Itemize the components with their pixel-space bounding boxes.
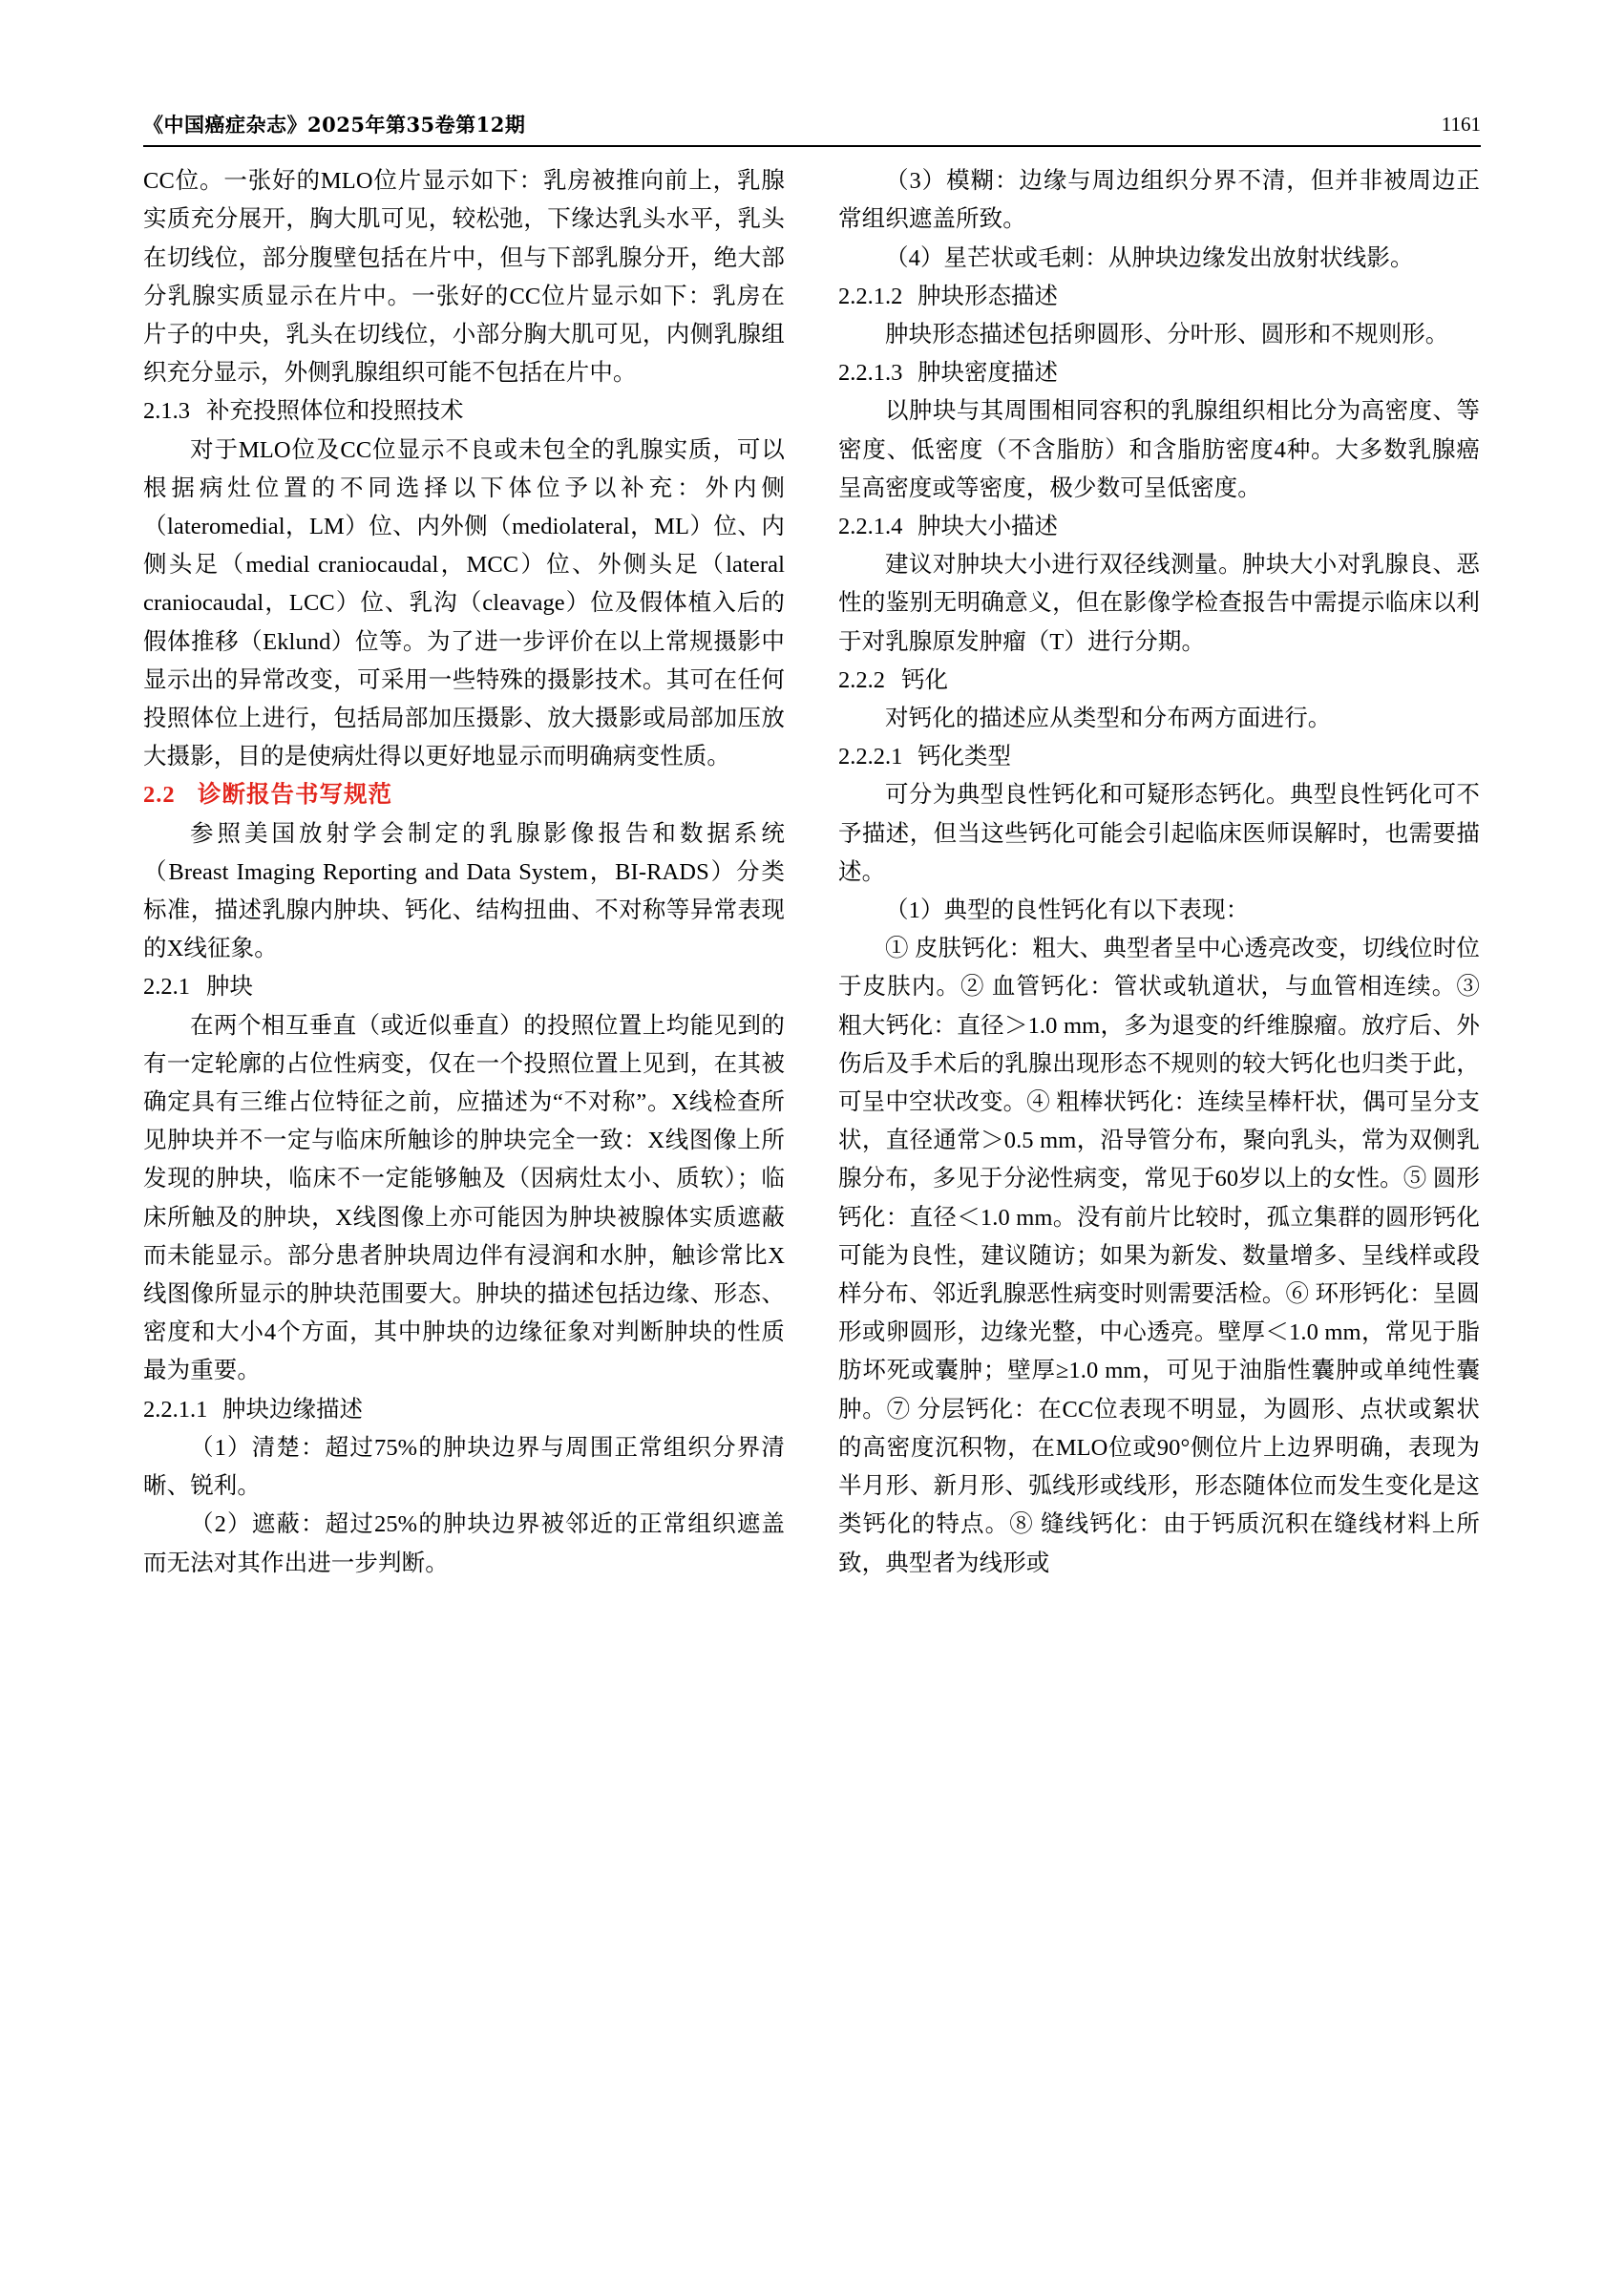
- right-column: [838, 162, 1480, 1583]
- left-column: [143, 162, 785, 1583]
- section-number: 2.2.2.1: [838, 744, 903, 770]
- section-title: 肿块大小描述: [917, 514, 1058, 540]
- section-title: 肿块密度描述: [917, 360, 1058, 387]
- section-heading: [143, 392, 785, 431]
- section-title: 诊断报告书写规范: [198, 782, 392, 809]
- section-title: 钙化: [901, 666, 948, 693]
- section-number: 2.2.1.4: [838, 514, 903, 540]
- section-number: 2.2.2: [838, 666, 885, 693]
- paragraph: （1）清楚：超过75%的肿块边界与周围正常组织分界清晰、锐利。: [143, 1434, 785, 1500]
- section-number: 2.1.3: [143, 398, 190, 425]
- section-heading: [143, 1391, 785, 1429]
- paragraph: ① 皮肤钙化：粗大、典型者呈中心透亮改变，切线位时位于皮肤内。② 血管钙化：管状或轨道状，与血管相连续。③ 粗大钙化：直径＞1.0 mm，多为退变的纤维腺瘤。放疗后、外伤后及手术后的乳腺出现形态不规则的较大钙化也归类于此，可呈中空状改变。④ 粗棒状钙化：连续呈棒杆状，偶可呈分支状，直径通常＞0.5 mm，沿导管分布，聚向乳头，常为双侧乳腺分布，多见于分泌性病变，常见于60岁以上的女性。⑤ 圆形钙化：直径＜1.0 mm。没有前片比较时，孤立集群的圆形钙化可能为良性，建议随访；如果为新发、数量增多、呈线样或段样分布、邻近乳腺恶性病变时则需要活检。⑥ 环形钙化：呈圆形或卵圆形，边缘光整，中心透亮。壁厚＜1.0 mm，常见于脂肪坏死或囊肿；壁厚≥1.0 mm，可见于油脂性囊肿或单纯性囊肿。⑦ 分层钙化：在CC位表现不明显，为圆形、点状或絮状的高密度沉积物，在MLO位或90°侧位片上边界明确，表现为半月形、新月形、弧线形或线形，形态随体位而发生变化是这类钙化的特点。⑧ 缝线钙化：由于钙质沉积在缝线材料上所致，典型者为线形或: [838, 936, 1480, 1576]
- section-title: 肿块边缘描述: [222, 1396, 363, 1423]
- section-title: 肿块: [206, 974, 253, 1001]
- section-title: 补充投照体位和投照技术: [206, 398, 464, 425]
- section-heading: [838, 662, 1480, 700]
- paragraph: 可分为典型良性钙化和可疑形态钙化。典型良性钙化可不予描述，但当这些钙化可能会引起临床医师误解时，也需要描述。: [838, 782, 1480, 885]
- running-head: [143, 113, 1481, 147]
- paragraph: 肿块形态描述包括卵圆形、分叶形、圆形和不规则形。: [885, 322, 1449, 348]
- paragraph: CC位。一张好的MLO位片显示如下：乳房被推向前上，乳腺实质充分展开，胸大肌可见，较松弛，下缘达乳头水平，乳头在切线位，部分腹壁包括在片中，但与下部乳腺分开，绝大部分乳腺实质显示在片中。一张好的CC位片显示如下：乳房在片子的中央，乳头在切线位，小部分胸大肌可见，内侧乳腺组织充分显示，外侧乳腺组织可能不包括在片中。: [143, 168, 785, 387]
- section-heading: [838, 354, 1480, 392]
- paragraph: （2）遮蔽：超过25%的肿块边界被邻近的正常组织遮盖而无法对其作出进一步判断。: [143, 1511, 785, 1576]
- paragraph: （1）典型的良性钙化有以下表现：: [885, 897, 1250, 924]
- paragraph: 对于MLO位及CC位显示不良或未包全的乳腺实质，可以根据病灶位置的不同选择以下体位予以补充：外内侧（lateromedial，LM）位、内外侧（mediolateral，ML）位、内侧头足（medial craniocaudal，MCC）位、外侧头足（lateral craniocaudal，LCC）位、乳沟（cleavage）位及假体植入后的假体推移（Eklund）位等。为了进一步评价在以上常规摄影中显示出的异常改变，可采用一些特殊的摄影技术。其可在任何投照体位上进行，包括局部加压摄影、放大摄影或局部加压放大摄影，目的是使病灶得以更好地显示而明确病变性质。: [143, 436, 785, 770]
- section-heading: [143, 968, 785, 1006]
- section-title: 钙化类型: [917, 744, 1011, 770]
- page-number: 1161: [1441, 113, 1481, 136]
- two-column-body: [143, 162, 1481, 1583]
- section-heading: [838, 508, 1480, 546]
- paragraph: 参照美国放射学会制定的乳腺影像报告和数据系统（Breast Imaging Reporting and Data System，BI-RADS）分类标准，描述乳腺内肿块、钙化、结构扭曲、不对称等异常表现的X线征象。: [143, 820, 785, 962]
- section-number: 2.2.1.1: [143, 1396, 208, 1423]
- section-number: 2.2.1.2: [838, 283, 903, 309]
- paragraph: 对钙化的描述应从类型和分布两方面进行。: [885, 706, 1332, 732]
- paragraph: 在两个相互垂直（或近似垂直）的投照位置上均能见到的有一定轮廓的占位性病变，仅在一个投照位置上见到，在其被确定具有三维占位特征之前，应描述为“不对称”。X线检查所见肿块并不一定与临床所触诊的肿块完全一致：X线图像上所发现的肿块，临床不一定能够触及（因病灶太小、质软）；临床所触及的肿块，X线图像上亦可能因为肿块被腺体实质遮蔽而未能显示。部分患者肿块周边伴有浸润和水肿，触诊常比X线图像所显示的肿块范围要大。肿块的描述包括边缘、形态、密度和大小4个方面，其中肿块的边缘征象对判断肿块的性质最为重要。: [143, 1012, 785, 1384]
- section-heading-highlight: [143, 776, 785, 814]
- section-number: 2.2.1: [143, 974, 190, 1001]
- paragraph: （3）模糊：边缘与周边组织分界不清，但并非被周边正常组织遮盖所致。: [838, 168, 1480, 233]
- section-heading: [838, 738, 1480, 776]
- journal-title: 《中国癌症杂志》2025年第35卷第12期: [143, 113, 526, 137]
- paragraph: 以肿块与其周围相同容积的乳腺组织相比分为高密度、等密度、低密度（不含脂肪）和含脂肪密度4种。大多数乳腺癌呈高密度或等密度，极少数可呈低密度。: [838, 398, 1480, 501]
- section-title: 肿块形态描述: [917, 283, 1058, 309]
- section-number: 2.2: [143, 782, 176, 809]
- section-heading: [838, 278, 1480, 316]
- paragraph: （4）星芒状或毛刺：从肿块边缘发出放射状线影。: [885, 244, 1414, 271]
- paragraph: 建议对肿块大小进行双径线测量。肿块大小对乳腺良、恶性的鉴别无明确意义，但在影像学检查报告中需提示临床以利于对乳腺原发肿瘤（T）进行分期。: [838, 552, 1480, 655]
- section-number: 2.2.1.3: [838, 360, 903, 387]
